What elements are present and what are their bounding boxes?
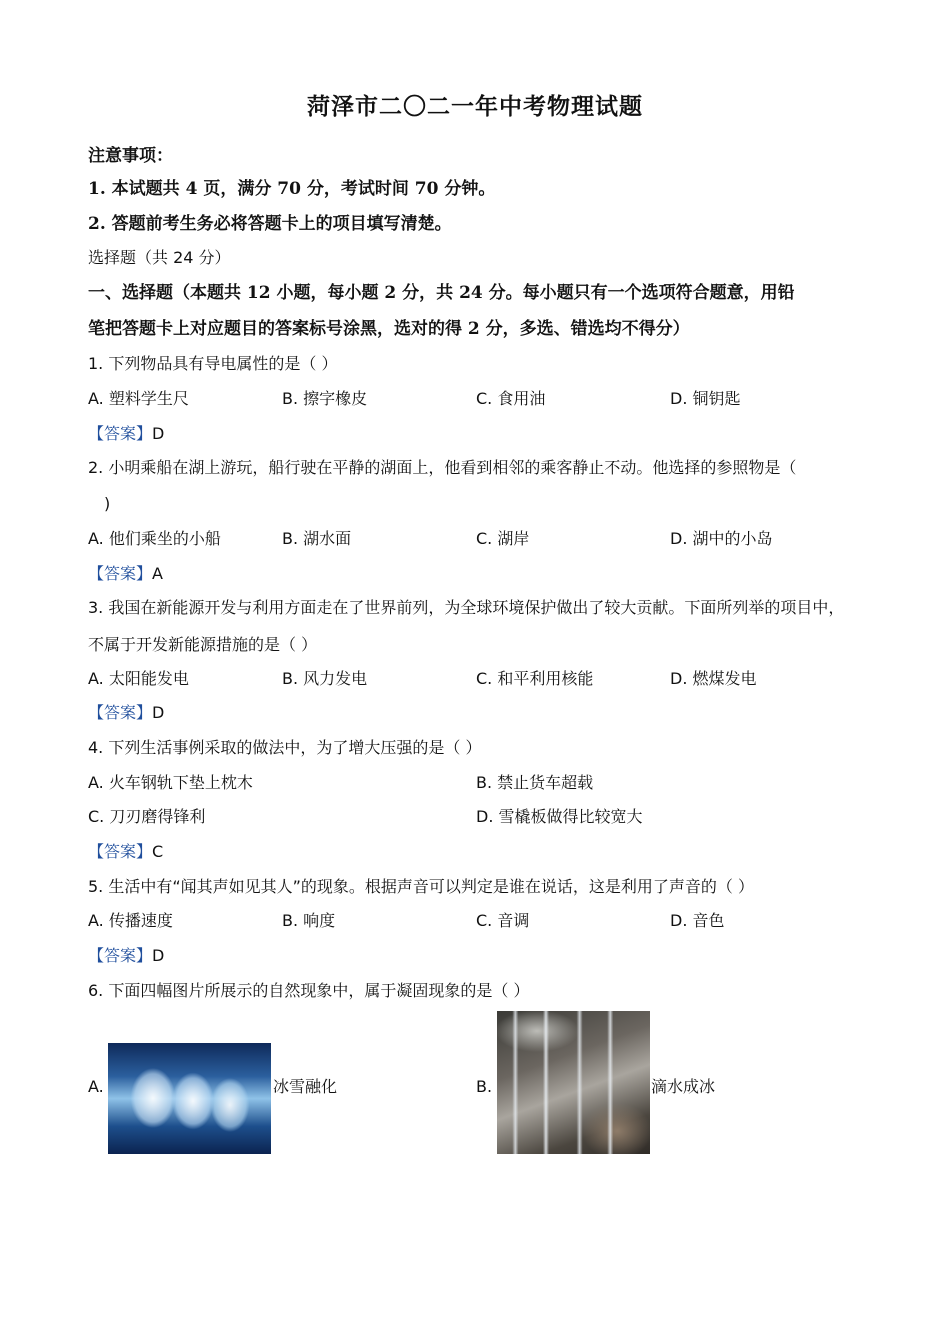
section-heading: 选择题（共 24 分） (88, 248, 231, 267)
question-4-option-c: C. 刀刃磨得锋利 (88, 807, 206, 826)
answer-value: D (152, 424, 165, 443)
question-1-stem: 1. 下列物品具有导电属性的是（ ） (88, 354, 338, 373)
question-5-option-a: A. 传播速度 (88, 911, 173, 930)
answer-value: D (152, 946, 165, 965)
section-instructions-line2: 笔把答题卡上对应题目的答案标号涂黑，选对的得 2 分，多选、错选均不得分） (88, 319, 690, 339)
notice-item-2: 2. 答题前考生务必将答题卡上的项目填写清楚。 (88, 214, 452, 234)
question-1-answer (88, 424, 164, 444)
question-4-option-b: B. 禁止货车超载 (476, 773, 594, 792)
question-2-option-d: D. 湖中的小岛 (670, 529, 773, 548)
question-1-option-b: B. 擦字橡皮 (282, 389, 368, 408)
question-3-answer (88, 703, 164, 723)
answer-tag: 【答案】 (88, 703, 153, 722)
answer-value: D (152, 703, 165, 722)
question-2-answer (88, 564, 163, 584)
answer-value: A (152, 564, 163, 583)
question-5-stem: 5. 生活中有“闻其声如见其人”的现象。根据声音可以判定是谁在说话，这是利用了声音的（ ） (88, 877, 755, 896)
question-4-option-a: A. 火车钢轨下垫上枕木 (88, 773, 253, 792)
question-3-option-d: D. 燃煤发电 (670, 669, 757, 688)
question-1-option-a: A. 塑料学生尺 (88, 389, 189, 408)
notice-item-1: 1. 本试题共 4 页，满分 70 分，考试时间 70 分钟。 (88, 179, 496, 199)
answer-tag: 【答案】 (88, 564, 153, 583)
question-6-option-b: B. (476, 1077, 493, 1096)
answer-value: C (152, 842, 164, 861)
question-3-option-a: A. 太阳能发电 (88, 669, 189, 688)
question-2-option-a: A. 他们乘坐的小船 (88, 529, 221, 548)
question-2-stem-cont: ) (104, 494, 111, 513)
question-5-option-b: B. 响度 (282, 911, 336, 930)
answer-tag: 【答案】 (88, 946, 153, 965)
question-5-option-c: C. 音调 (476, 911, 530, 930)
question-2-stem: 2. 小明乘船在湖上游玩，船行驶在平静的湖面上，他看到相邻的乘客静止不动。他选择的参照物是（ (88, 458, 797, 477)
question-4-option-d: D. 雪橇板做得比较宽大 (476, 807, 643, 826)
question-6-option-a: A. (88, 1077, 104, 1096)
ice-snow-melting-photo (108, 1043, 271, 1154)
answer-tag: 【答案】 (88, 842, 153, 861)
question-4-stem: 4. 下列生活事例采取的做法中，为了增大压强的是（ ） (88, 738, 482, 757)
question-6-stem: 6. 下面四幅图片所展示的自然现象中，属于凝固现象的是（ ） (88, 981, 530, 1000)
question-1-option-d: D. 铜钥匙 (670, 389, 741, 408)
answer-tag: 【答案】 (88, 424, 153, 443)
question-3-stem-cont: 不属于开发新能源措施的是（ ） (88, 635, 318, 654)
question-2-option-b: B. 湖水面 (282, 529, 352, 548)
question-2-option-c: C. 湖岸 (476, 529, 530, 548)
icicles-photo (497, 1011, 650, 1154)
notice-heading: 注意事项： (88, 146, 173, 166)
question-6-caption-a: 冰雪融化 (273, 1077, 338, 1096)
question-4-answer (88, 842, 163, 862)
question-3-option-c: C. 和平利用核能 (476, 669, 594, 688)
question-1-option-c: C. 食用油 (476, 389, 546, 408)
question-6-caption-b: 滴水成冰 (651, 1077, 716, 1096)
page-title: 菏泽市二〇二一年中考物理试题 (307, 93, 643, 120)
section-instructions-line1: 一、选择题（本题共 12 小题，每小题 2 分，共 24 分。每小题只有一个选项符合题意，用铅 (88, 283, 795, 303)
question-5-answer (88, 946, 164, 966)
question-3-stem: 3. 我国在新能源开发与利用方面走在了世界前列，为全球环境保护做出了较大贡献。下面所列举的项目中， (88, 598, 845, 617)
question-3-option-b: B. 风力发电 (282, 669, 368, 688)
question-5-option-d: D. 音色 (670, 911, 725, 930)
